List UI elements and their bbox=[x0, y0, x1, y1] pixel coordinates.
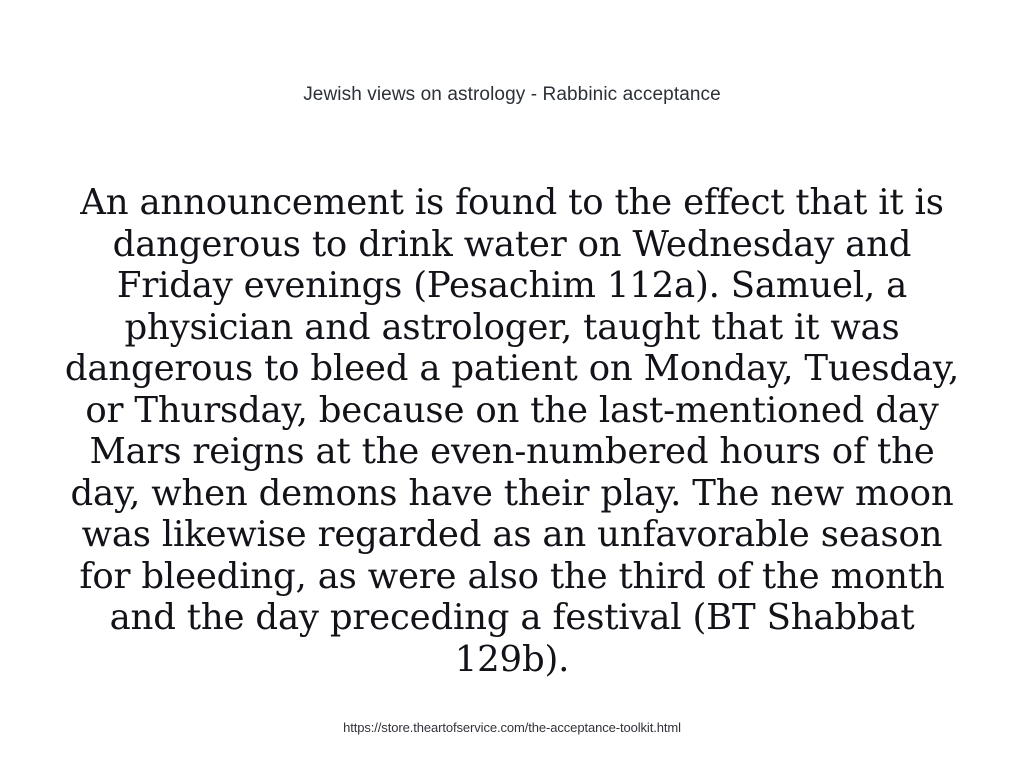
slide-title: Jewish views on astrology - Rabbinic acceptance bbox=[303, 84, 721, 105]
source-url-link[interactable]: https://store.theartofservice.com/the-acceptance-toolkit.html bbox=[343, 720, 681, 735]
slide-body-text: An announcement is found to the effect that it is dangerous to drink water on Wednesday and Friday evenings (Pesachim 112a). Samuel, a physician and astrologer, taught that it was dangerous to bleed a patient on Monday, Tuesday, or Thursday, because on the last-mentioned day Mars reigns at the even-numbered hours of the day, when demons have their play. The new moon was likewise regarded as an unfavorable season for bleeding, as were also the third of the month and the day preceding a festival (BT Shabbat 129b). bbox=[64, 182, 960, 680]
